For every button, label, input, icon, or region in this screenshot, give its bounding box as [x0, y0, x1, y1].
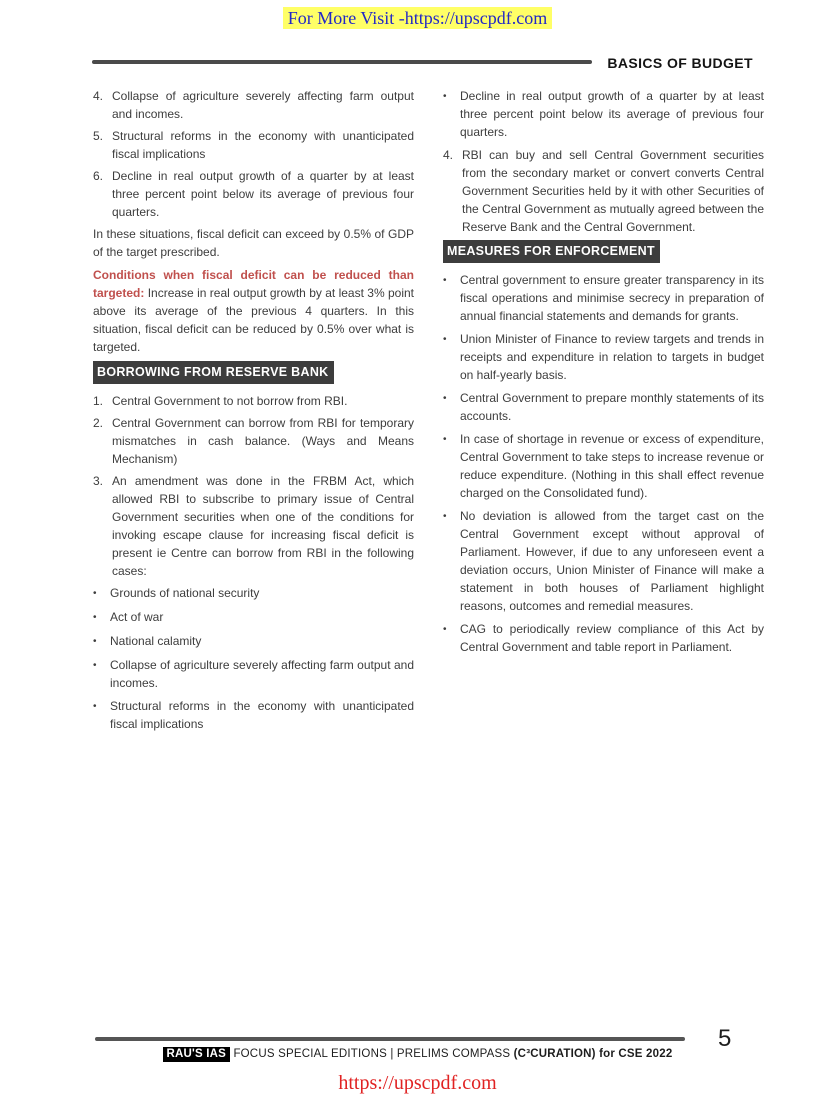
list-item	[93, 392, 414, 410]
list-item	[93, 472, 414, 580]
bullet-item	[443, 620, 764, 656]
footer-url-row	[0, 1072, 835, 1095]
section-heading-row	[443, 240, 764, 263]
footer-curation-text: (C³CURATION) for CSE 2022	[513, 1048, 673, 1060]
red-heading-body: Increase in real output growth by at least 3% point above its average of the previous 4 quarters. In this situation, fiscal deficit can be reduced by 0.5% over what is targeted.	[93, 286, 414, 354]
paragraph: In these situations, fiscal deficit can exceed by 0.5% of GDP of the target prescribed.	[93, 227, 414, 259]
list-item	[93, 414, 414, 468]
bullet-text: Grounds of national security	[110, 586, 260, 600]
header-rule	[92, 60, 592, 64]
bullet-text: No deviation is allowed from the target cast on the Central Government except without approval of Parliament. However, if due to any unforeseen event a deviation occurs, Union Minister of Finance will make a statement in both houses of Parliament highlight reasons, outcomes and remedial measures.	[460, 509, 764, 613]
list-text: RBI can buy and sell Central Government securities from the secondary market or convert converts Central Government Securities held by it with other Securities of the Central Government as mutually agreed between the Reserve Bank and the Central Government.	[462, 148, 764, 234]
bullet-text: In case of shortage in revenue or excess of expenditure, Central Government to take steps to increase revenue or reduce expenditure. (Nothing in this shall effect revenue charged on the Consolidated fund).	[460, 432, 764, 500]
list-item	[93, 87, 414, 123]
bullet-icon: •	[93, 701, 97, 712]
footer-url-link[interactable]: https://upscpdf.com	[338, 1072, 497, 1094]
list-text: Central Government to not borrow from RBI.	[112, 394, 348, 408]
list-text: An amendment was done in the FRBM Act, which allowed RBI to subscribe to primary issue of Central Government securities when one of the conditions for invoking escape clause for increasing fiscal deficit is present ie Centre can borrow from RBI in the following cases:	[112, 474, 414, 578]
section-heading-borrowing: BORROWING FROM RESERVE BANK	[93, 361, 334, 384]
section-heading-row	[93, 361, 414, 384]
list-number: 4.	[93, 89, 104, 103]
red-heading-paragraph	[93, 266, 414, 356]
bullet-icon: •	[443, 91, 447, 102]
bullet-item	[443, 507, 764, 615]
bullet-text: Collapse of agriculture severely affecting farm output and incomes.	[110, 658, 414, 690]
top-banner-link[interactable]: For More Visit -https://upscpdf.com	[283, 7, 553, 29]
bullet-icon: •	[93, 636, 97, 647]
bullet-item	[93, 656, 414, 692]
bullet-item	[93, 697, 414, 733]
section-heading-measures: MEASURES FOR ENFORCEMENT	[443, 240, 660, 263]
red-heading: Conditions when fiscal deficit can be reduced than targeted:	[93, 268, 414, 300]
bullet-item	[443, 389, 764, 425]
bullet-icon: •	[443, 275, 447, 286]
bullet-item	[443, 430, 764, 502]
bullet-text: Structural reforms in the economy with unanticipated fiscal implications	[110, 699, 414, 731]
footer-rule	[95, 1037, 685, 1041]
bullet-item	[443, 271, 764, 325]
list-item	[93, 127, 414, 163]
left-column	[93, 87, 414, 738]
bullet-text: CAG to periodically review compliance of this Act by Central Government and table report in Parliament.	[460, 622, 764, 654]
bullet-item	[93, 608, 414, 627]
bullet-text: Act of war	[110, 610, 164, 624]
list-number: 1.	[93, 394, 104, 408]
top-banner	[0, 8, 835, 29]
list-item	[443, 146, 764, 236]
list-text: Structural reforms in the economy with unanticipated fiscal implications	[112, 129, 414, 161]
footer-edition-text: FOCUS SPECIAL EDITIONS | PRELIMS COMPASS	[230, 1048, 514, 1060]
bullet-icon: •	[93, 612, 97, 623]
bullet-icon: •	[443, 624, 447, 635]
page-title: BASICS OF BUDGET	[607, 55, 753, 71]
list-number: 6.	[93, 169, 104, 183]
content-columns	[93, 87, 765, 738]
bullet-icon: •	[93, 588, 97, 599]
bullet-text: National calamity	[110, 634, 202, 648]
bullet-item	[443, 330, 764, 384]
bullet-text: Central Government to prepare monthly statements of its accounts.	[460, 391, 764, 423]
list-text: Collapse of agriculture severely affecting farm output and incomes.	[112, 89, 414, 121]
list-number: 2.	[93, 416, 104, 430]
list-number: 5.	[93, 129, 104, 143]
bullet-item	[93, 632, 414, 651]
bullet-icon: •	[443, 334, 447, 345]
list-number: 3.	[93, 474, 104, 488]
bullet-item	[443, 87, 764, 141]
publisher-badge: RAU'S IAS	[163, 1047, 231, 1062]
bullet-icon: •	[443, 511, 447, 522]
bullet-icon: •	[443, 393, 447, 404]
list-text: Decline in real output growth of a quarter by at least three percent point below its average of previous four quarters.	[112, 169, 414, 219]
bullet-icon: •	[443, 434, 447, 445]
bullet-text: Central government to ensure greater transparency in its fiscal operations and minimise secrecy in preparation of annual financial statements and demands for grants.	[460, 273, 764, 323]
footer	[0, 1048, 835, 1060]
list-item	[93, 167, 414, 221]
list-text: Central Government can borrow from RBI for temporary mismatches in cash balance. (Ways and Means Mechanism)	[112, 416, 414, 466]
bullet-text: Union Minister of Finance to review targets and trends in receipts and expenditure in relation to targets in budget on half-yearly basis.	[460, 332, 764, 382]
bullet-text: Decline in real output growth of a quarter by at least three percent point below its average of previous four quarters.	[460, 89, 764, 139]
bullet-icon: •	[93, 660, 97, 671]
right-column	[443, 87, 764, 738]
bullet-item	[93, 584, 414, 603]
list-number: 4.	[443, 148, 454, 162]
page-number: 5	[718, 1025, 732, 1052]
